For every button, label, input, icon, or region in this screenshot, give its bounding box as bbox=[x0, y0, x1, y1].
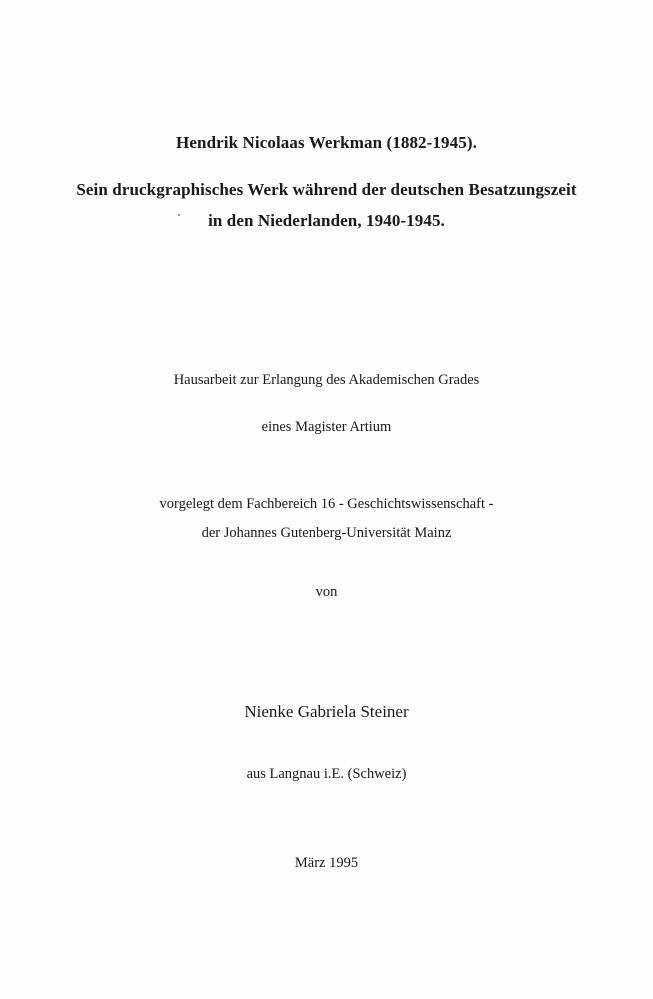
thesis-line-3: vorgelegt dem Fachbereich 16 - Geschichtswissenschaft - bbox=[159, 496, 494, 512]
scan-speck bbox=[178, 214, 180, 216]
author-origin: aus Langnau i.E. (Schweiz) bbox=[246, 766, 407, 782]
thesis-line-4: der Johannes Gutenberg-Universität Mainz bbox=[201, 525, 452, 541]
thesis-line-1: Hausarbeit zur Erlangung des Akademischen Grades bbox=[173, 372, 480, 388]
author-name: Nienke Gabriela Steiner bbox=[244, 702, 409, 721]
title-line-1: Hendrik Nicolaas Werkman (1882-1945). bbox=[176, 133, 477, 152]
title-line-2: Sein druckgraphisches Werk während der deutschen Besatzungszeit bbox=[76, 180, 577, 199]
von-label: von bbox=[315, 584, 338, 600]
title-line-3: in den Niederlanden, 1940-1945. bbox=[208, 211, 445, 230]
thesis-line-2: eines Magister Artium bbox=[261, 419, 392, 435]
submission-date: März 1995 bbox=[294, 855, 359, 871]
